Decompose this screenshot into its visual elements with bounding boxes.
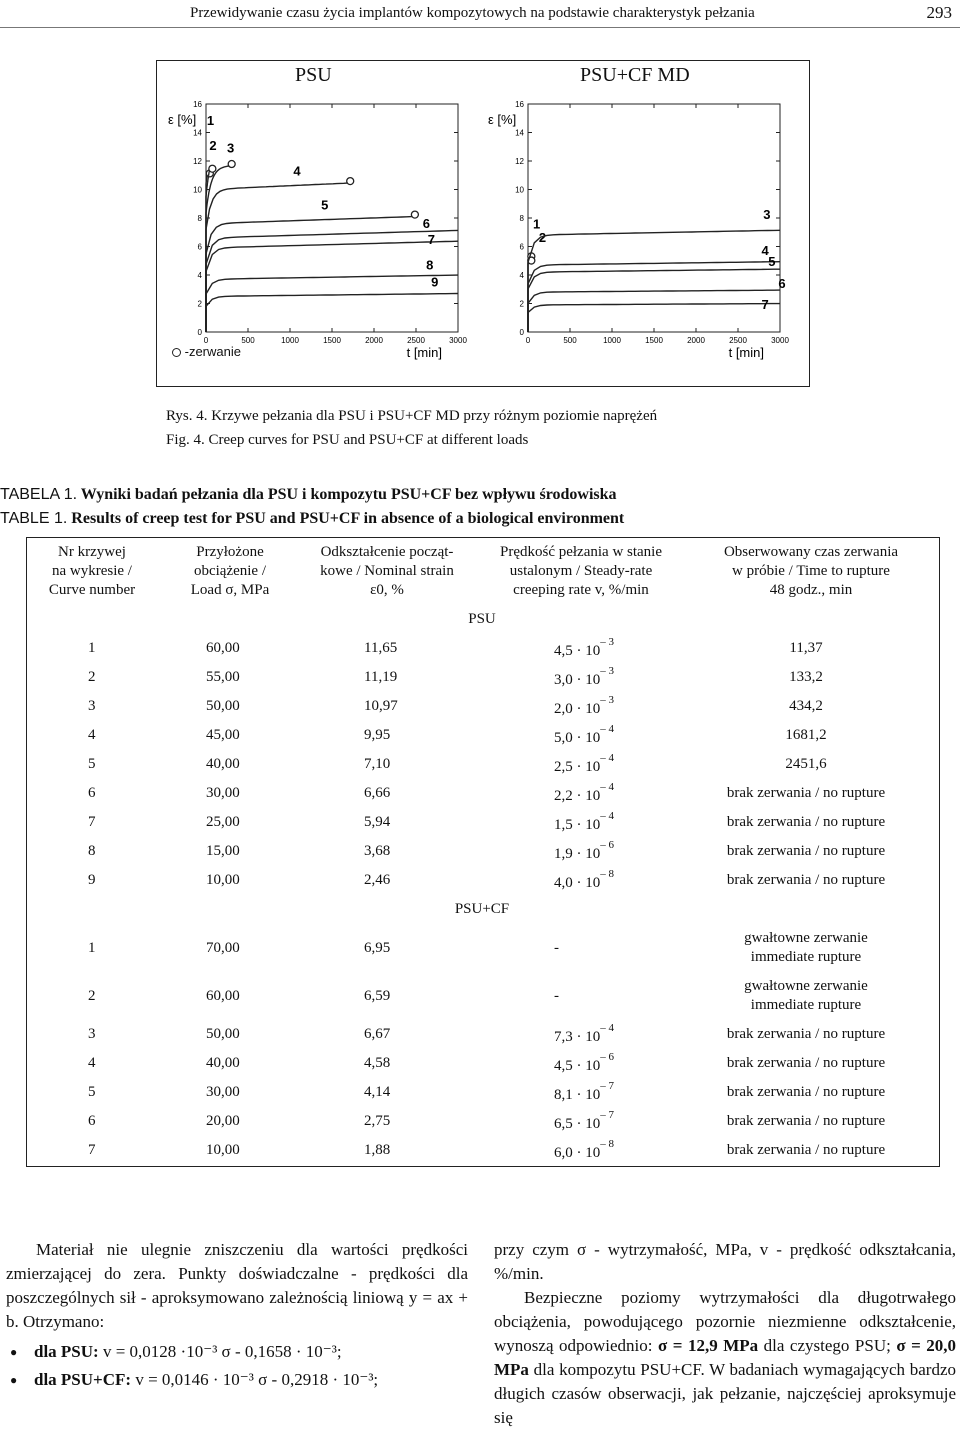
psu-row-time: 11,37 — [789, 640, 823, 656]
rupture-point-3 — [228, 161, 235, 168]
x-tick-label: 2000 — [687, 336, 705, 345]
psu-row-number: 3 — [88, 698, 96, 714]
curve-label-6: 6 — [422, 215, 430, 231]
chart-cf — [480, 96, 800, 371]
header-strain: Odkształcenie począt- kowe / Nominal strain ε0, % — [320, 544, 454, 598]
psu-row-load: 60,00 — [206, 640, 240, 656]
rupture-point-2 — [209, 165, 216, 172]
chart-psu — [158, 96, 478, 371]
cf-row-rate: - — [554, 988, 559, 1004]
header-time: Obserwowany czas zerwania w próbie / Time to rupture 48 godz., min — [723, 544, 899, 598]
psu-row-strain: 9,95 — [364, 727, 391, 743]
psu-row-rate: $4,5 \cdot 10^{- 3}$ — [554, 636, 614, 659]
header-curve-number: Nr krzywej na wykresie / Curve number — [48, 544, 136, 598]
psu-row-strain: 11,19 — [364, 669, 398, 685]
cf-row-number: 7 — [88, 1142, 96, 1158]
cf-row-rate: $6,5 \cdot 10^{- 7}$ — [554, 1109, 614, 1132]
panel-cf-title: PSU+CF MD — [580, 64, 690, 86]
x-tick-label: 1000 — [281, 336, 299, 345]
equation: v = 0,0146 · 10⁻³ σ - 0,2918 · 10⁻³; — [135, 1370, 379, 1389]
table-caption-pl — [0, 486, 617, 504]
psu-row-number: 5 — [88, 756, 96, 772]
cf-row-rate: $8,1 \cdot 10^{- 7}$ — [554, 1080, 614, 1103]
psu-row-number: 7 — [88, 814, 96, 830]
psu-row-strain: 5,94 — [364, 814, 391, 830]
y-tick-label: 0 — [519, 328, 524, 337]
cf-row-strain: 6,95 — [364, 940, 391, 956]
psu-row-rate: $2,5 \cdot 10^{- 4}$ — [554, 752, 614, 775]
table-caption-en — [0, 510, 624, 528]
psu-row-rate: $4,0 \cdot 10^{- 8}$ — [554, 868, 614, 891]
cf-row-time: gwałtowne zerwanie — [744, 978, 868, 994]
x-tick-label: 0 — [525, 336, 531, 345]
bullet-psu — [6, 1340, 468, 1364]
chart-cf-svg — [480, 96, 800, 366]
y-tick-label: 8 — [197, 214, 202, 223]
cf-row-load: 40,00 — [206, 1055, 240, 1071]
psu-row-rate: $2,2 \cdot 10^{- 4}$ — [554, 781, 614, 804]
creep-curve-6 — [528, 290, 780, 332]
psu-row-rate: $3,0 \cdot 10^{- 3}$ — [554, 665, 614, 688]
cf-row-time: brak zerwania / no rupture — [726, 1142, 886, 1158]
paragraph: Materiał nie ulegnie zniszczeniu dla wartości prędkości zmierzającej do zera. Punkty doświadczalne - prędkości dla poszczególnych sił - aproksymowano zależnością liniową y = ax + b. Otrzymano: — [6, 1240, 468, 1331]
cf-row-number: 2 — [88, 988, 96, 1004]
y-axis-label: ε [%] — [488, 112, 517, 127]
psu-row-time: brak zerwania / no rupture — [726, 814, 886, 830]
x-tick-label: 2000 — [365, 336, 383, 345]
cf-row-strain: 1,88 — [364, 1142, 391, 1158]
psu-row-strain: 2,46 — [364, 872, 391, 888]
left-column — [6, 1238, 468, 1392]
cf-row-strain: 6,67 — [364, 1026, 391, 1042]
y-tick-label: 2 — [519, 299, 524, 309]
legend — [172, 344, 241, 359]
curve-label-5: 5 — [768, 254, 776, 270]
psu-row-load: 45,00 — [206, 727, 240, 743]
cf-row-number: 5 — [88, 1084, 96, 1100]
table-caption-pl-label: TABELA 1. — [0, 486, 78, 503]
creep-curve-7 — [528, 304, 780, 332]
y-tick-label: 10 — [515, 185, 524, 195]
x-axis-label: t [min] — [728, 345, 764, 360]
curve-label-4: 4 — [293, 163, 301, 179]
creep-curve-5 — [528, 269, 780, 332]
plot-frame — [206, 104, 458, 332]
group-label-psu: PSU — [468, 611, 496, 627]
psu-row-load: 50,00 — [206, 698, 240, 714]
cf-row-time: brak zerwania / no rupture — [726, 1084, 886, 1100]
curve-label-9: 9 — [431, 274, 439, 290]
curve-label-3: 3 — [763, 207, 771, 223]
cf-row-strain: 6,59 — [364, 988, 391, 1004]
y-tick-label: 6 — [519, 242, 524, 252]
curve-label-3: 3 — [227, 140, 235, 156]
curve-label-7: 7 — [761, 296, 769, 312]
rupture-point-5 — [411, 211, 418, 218]
x-tick-label: 2500 — [729, 336, 747, 345]
x-tick-label: 3000 — [449, 336, 467, 345]
chart-psu-svg — [158, 96, 478, 366]
header-load: Przyłożone obciążenie / Load σ, MPa — [190, 544, 270, 598]
cf-row-strain: 4,14 — [364, 1084, 391, 1100]
creep-curve-5 — [206, 217, 412, 332]
x-tick-label: 3000 — [771, 336, 789, 345]
curve-label-7: 7 — [427, 231, 435, 247]
x-tick-label: 500 — [241, 336, 255, 345]
cf-row-number: 6 — [88, 1113, 96, 1129]
cf-row-time: brak zerwania / no rupture — [726, 1113, 886, 1129]
psu-row-time: 133,2 — [789, 669, 823, 685]
curve-label-5: 5 — [321, 197, 329, 213]
curve-label-2: 2 — [209, 137, 217, 153]
cf-row-rate: $4,5 \cdot 10^{- 6}$ — [554, 1051, 614, 1074]
figure-caption-pl: Rys. 4. Krzywe pełzania dla PSU i PSU+CF MD przy różnym poziomie naprężeń — [166, 408, 658, 424]
psu-row-rate: $1,5 \cdot 10^{- 4}$ — [554, 810, 614, 833]
psu-row-strain: 10,97 — [364, 698, 398, 714]
y-tick-label: 16 — [193, 100, 202, 109]
psu-row-time: brak zerwania / no rupture — [726, 843, 886, 859]
legend-label: -zerwanie — [184, 344, 241, 359]
header-rate: Prędkość pełzania w stanie ustalonym / Steady-rate creeping rate v, %/min — [499, 544, 663, 598]
psu-row-time: 434,2 — [789, 698, 823, 714]
running-title: Przewidywanie czasu życia implantów kompozytowych na podstawie charakterystyk pełzania — [190, 5, 755, 21]
cf-row-rate: $7,3 \cdot 10^{- 4}$ — [554, 1022, 614, 1045]
cf-row-time: brak zerwania / no rupture — [726, 1026, 886, 1042]
table-caption-en-text: Results of creep test for PSU and PSU+CF in absence of a biological environment — [71, 510, 625, 527]
psu-row-rate: $1,9 \cdot 10^{- 6}$ — [554, 839, 614, 862]
x-tick-label: 1500 — [645, 336, 663, 345]
cf-row-strain: 2,75 — [364, 1113, 391, 1129]
psu-row-load: 25,00 — [206, 814, 240, 830]
y-tick-label: 4 — [197, 271, 202, 280]
psu-row-number: 8 — [88, 843, 96, 859]
y-axis-label: ε [%] — [168, 112, 197, 127]
psu-row-time: 1681,2 — [785, 727, 827, 743]
psu-row-load: 30,00 — [206, 785, 240, 801]
y-tick-label: 8 — [519, 214, 524, 223]
bullet-cf — [6, 1368, 468, 1392]
cf-row-rate: - — [554, 940, 559, 956]
paragraph: Bezpieczne poziomy wytrzymałości dla długotrwałego obciążenia, powodującego pozornie niezmienne odkształcenie, wynoszą odpowiednio: σ = 12,9 MPa dla czystego PSU; σ = 20,0 MPa dla kompozytu PSU+CF. W badaniach wymagających bardzo długich czasów obserwacji, jak pełzanie, najczęściej aproksymuje się — [494, 1288, 957, 1427]
x-tick-label: 1000 — [603, 336, 621, 345]
y-tick-label: 0 — [197, 328, 202, 337]
bullet-label: dla PSU+CF: — [34, 1370, 132, 1389]
y-tick-label: 16 — [515, 100, 524, 109]
creep-curve-6 — [206, 230, 458, 332]
creep-curve-3 — [528, 230, 780, 332]
psu-row-number: 6 — [88, 785, 96, 801]
paragraph: przy czym σ - wytrzymałość, MPa, v - prędkość odkształcania, %/min. — [494, 1240, 956, 1283]
psu-row-number: 2 — [88, 669, 96, 685]
creep-curve-3 — [206, 166, 229, 332]
psu-row-rate: $5,0 \cdot 10^{- 4}$ — [554, 723, 614, 746]
psu-row-strain: 11,65 — [364, 640, 398, 656]
cf-row-load: 60,00 — [206, 988, 240, 1004]
safe-level-cf: σ = 20,0 MPa — [494, 1336, 957, 1379]
bullet-label: dla PSU: — [34, 1342, 99, 1361]
cf-row-load: 50,00 — [206, 1026, 240, 1042]
plot-frame — [528, 104, 780, 332]
page-number: 293 — [926, 3, 952, 22]
y-tick-label: 4 — [519, 271, 524, 280]
psu-row-number: 4 — [88, 727, 96, 743]
psu-row-time: brak zerwania / no rupture — [726, 872, 886, 888]
cf-row-time: gwałtowne zerwanie — [744, 930, 868, 946]
equation: v = 0,0128 ·10⁻³ σ - 0,1658 · 10⁻³; — [102, 1342, 342, 1361]
cf-row-strain: 4,58 — [364, 1055, 391, 1071]
psu-row-number: 1 — [88, 640, 96, 656]
y-tick-label: 10 — [193, 185, 202, 195]
psu-row-load: 40,00 — [206, 756, 240, 772]
table-caption-pl-text: Wyniki badań pełzania dla PSU i kompozytu PSU+CF bez wpływu środowiska — [80, 486, 617, 503]
creep-curve-9 — [206, 294, 458, 333]
creep-curve-7 — [206, 241, 458, 332]
y-tick-label: 12 — [193, 157, 202, 166]
y-tick-label: 14 — [193, 128, 202, 138]
cf-row-time: immediate rupture — [750, 949, 862, 965]
rupture-marker-icon — [172, 348, 181, 357]
cf-row-load: 30,00 — [206, 1084, 240, 1100]
curve-label-1: 1 — [206, 112, 215, 128]
cf-row-load: 20,00 — [206, 1113, 240, 1129]
x-axis-label: t [min] — [406, 345, 442, 360]
curve-label-8: 8 — [426, 257, 434, 273]
cf-row-load: 70,00 — [206, 940, 240, 956]
psu-row-rate: $2,0 \cdot 10^{- 3}$ — [554, 694, 614, 717]
group-label-cf: PSU+CF — [454, 901, 510, 917]
cf-row-number: 1 — [88, 940, 96, 956]
table-caption-en-label: TABLE 1. — [0, 510, 68, 527]
x-tick-label: 0 — [203, 336, 209, 345]
cf-row-load: 10,00 — [206, 1142, 240, 1158]
right-column — [494, 1238, 956, 1430]
psu-row-number: 9 — [88, 872, 96, 888]
psu-row-load: 15,00 — [206, 843, 240, 859]
psu-row-load: 10,00 — [206, 872, 240, 888]
cf-row-number: 4 — [88, 1055, 96, 1071]
curve-label-2: 2 — [538, 229, 547, 245]
figure-caption-en: Fig. 4. Creep curves for PSU and PSU+CF at different loads — [166, 432, 529, 448]
rupture-point-4 — [347, 178, 354, 185]
curve-label-1: 1 — [533, 216, 541, 232]
x-tick-label: 500 — [563, 336, 577, 345]
psu-row-strain: 6,66 — [364, 785, 391, 801]
cf-row-number: 3 — [88, 1026, 96, 1042]
safe-level-psu: σ = 12,9 MPa — [658, 1336, 759, 1355]
header-rule — [0, 27, 960, 28]
psu-row-strain: 7,10 — [364, 756, 391, 772]
creep-curve-8 — [206, 275, 458, 332]
x-tick-label: 1500 — [323, 336, 341, 345]
psu-row-load: 55,00 — [206, 669, 240, 685]
x-tick-label: 2500 — [407, 336, 425, 345]
y-tick-label: 14 — [515, 128, 524, 138]
running-header — [0, 0, 960, 30]
cf-row-time: brak zerwania / no rupture — [726, 1055, 886, 1071]
y-tick-label: 2 — [197, 299, 202, 309]
y-tick-label: 6 — [197, 242, 202, 252]
psu-row-time: brak zerwania / no rupture — [726, 785, 886, 801]
cf-row-rate: $6,0 \cdot 10^{- 8}$ — [554, 1138, 614, 1161]
cf-row-time: immediate rupture — [750, 997, 862, 1013]
y-tick-label: 12 — [515, 157, 524, 166]
psu-row-time: 2451,6 — [785, 756, 827, 772]
curve-label-6: 6 — [778, 276, 786, 292]
panel-psu-title: PSU — [295, 64, 332, 86]
curve-label-4: 4 — [761, 243, 769, 259]
psu-row-strain: 3,68 — [364, 843, 391, 859]
